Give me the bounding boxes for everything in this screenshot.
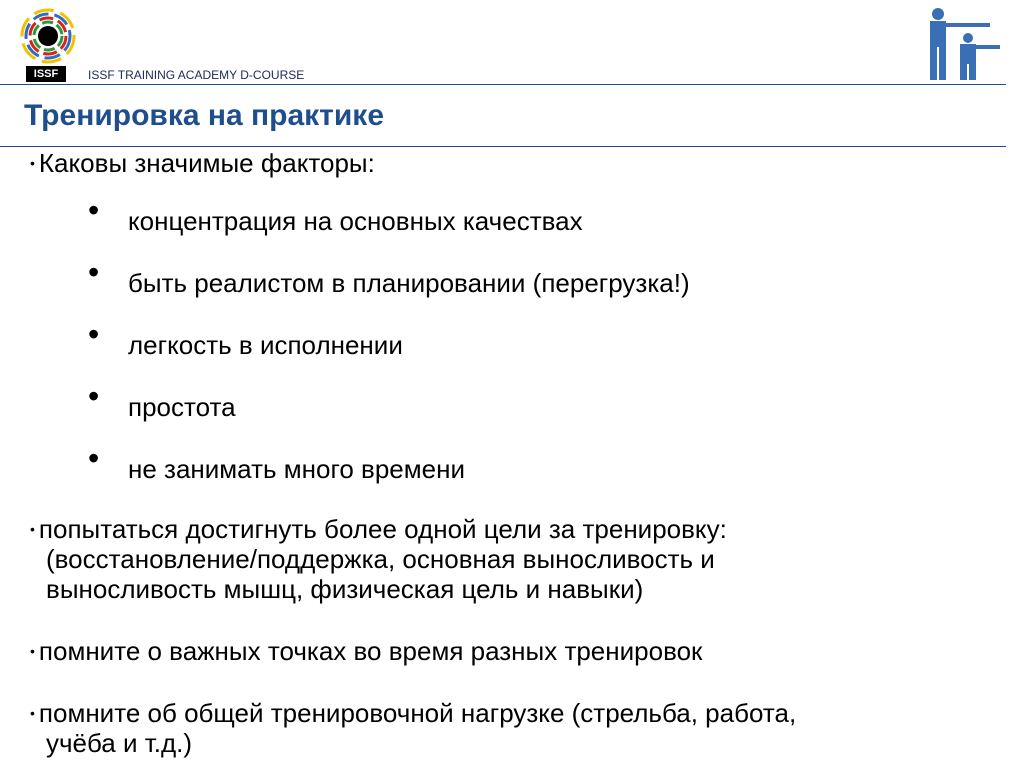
- bullet-icon: •: [30, 643, 35, 659]
- shooters-icon: [920, 6, 1004, 82]
- bullet-icon: •: [88, 440, 100, 476]
- list-item: простота: [128, 392, 236, 422]
- intro-point: [30, 148, 375, 179]
- bullet-icon: •: [30, 155, 35, 171]
- bullet-icon: •: [88, 192, 100, 228]
- bullet-icon: •: [30, 521, 35, 537]
- intro-text: Каковы значимые факторы:: [38, 148, 375, 178]
- point-load: [30, 698, 796, 729]
- academy-label: ISSF TRAINING ACADEMY D-COURSE: [88, 68, 305, 82]
- list-item: легкость в исполнении: [128, 330, 403, 360]
- logo-text: ISSF: [26, 66, 66, 82]
- point-load-line2: учёба и т.д.): [46, 728, 193, 758]
- bullet-icon: •: [88, 316, 100, 352]
- point-keypoints: [30, 636, 702, 667]
- point-goals-line3: выносливость мышц, физическая цель и навыки): [46, 574, 644, 604]
- point-load-line1: помните об общей тренировочной нагрузке (стрельба, работа,: [38, 698, 797, 728]
- point-keypoints-text: помните о важных точках во время разных тренировок: [38, 636, 703, 666]
- list-item: быть реалистом в планировании (перегрузка!): [128, 268, 690, 298]
- list-item: не занимать много времени: [128, 454, 465, 484]
- page-title: Тренировка на практике: [24, 99, 384, 132]
- issf-logo-icon: [20, 8, 76, 64]
- title-divider: [0, 146, 1006, 147]
- point-goals-line2: (восстановление/поддержка, основная выносливость и: [46, 544, 715, 574]
- bullet-icon: •: [30, 705, 35, 721]
- point-goals-line1: попытаться достигнуть более одной цели за тренировку:: [38, 514, 727, 544]
- bullet-icon: •: [88, 254, 100, 290]
- list-item: концентрация на основных качествах: [128, 206, 583, 236]
- header-divider: [0, 84, 1006, 85]
- bullet-icon: •: [88, 378, 100, 414]
- point-goals: [30, 514, 727, 545]
